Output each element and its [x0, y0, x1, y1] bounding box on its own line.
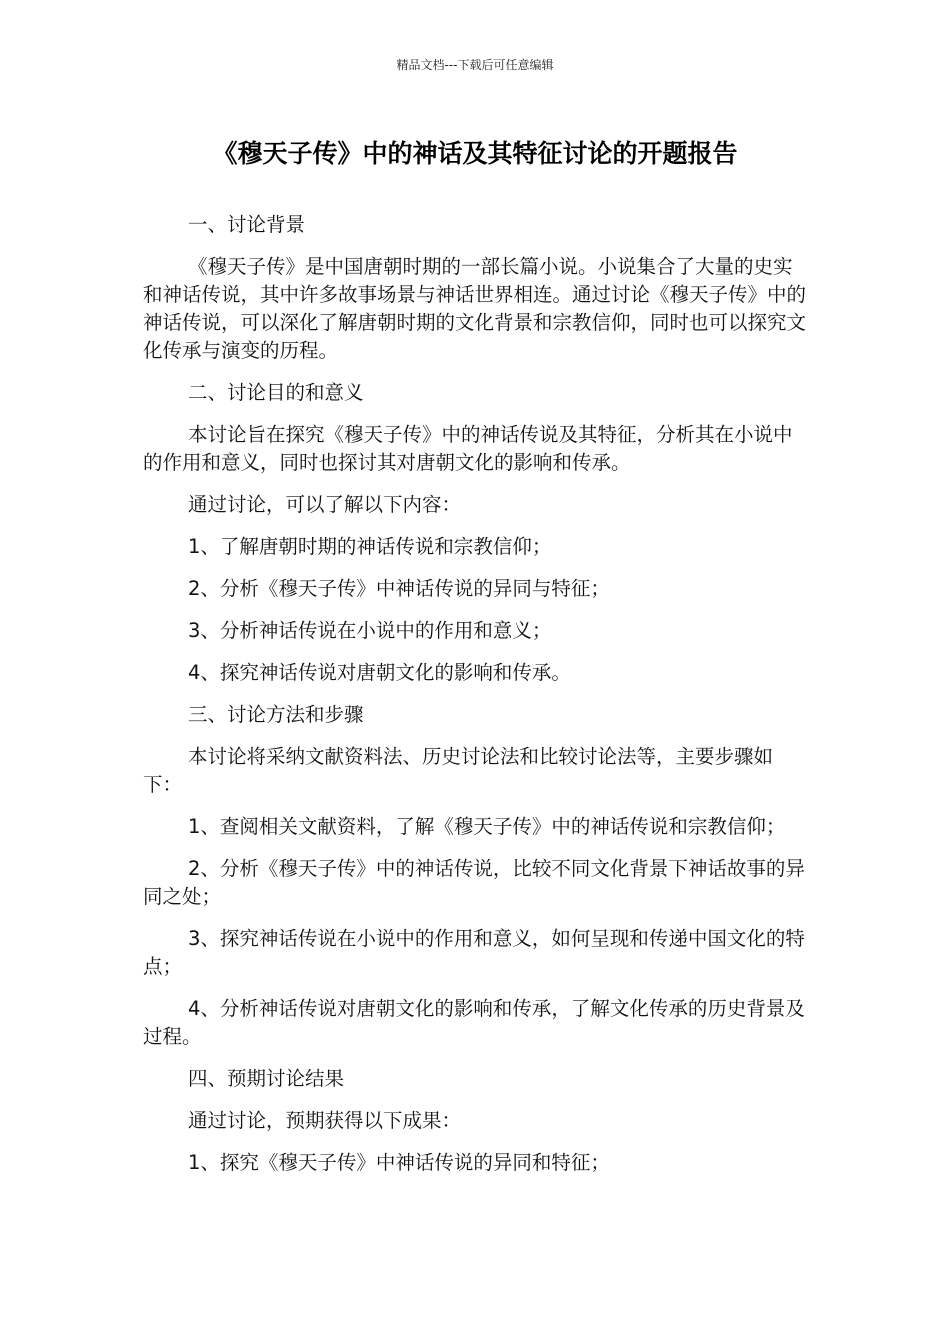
list-item-step-1: 1、查阅相关文献资料，了解《穆天子传》中的神话传说和宗教信仰；: [188, 815, 786, 838]
paragraph-purpose: 本讨论旨在探究《穆天子传》中的神话传说及其特征，分析其在小说中的作用和意义，同时也探讨其对唐朝文化的影响和传承。: [143, 423, 793, 474]
paragraph-results-intro: 通过讨论，预期获得以下成果：: [188, 1109, 462, 1132]
section-heading-background: 一、讨论背景: [188, 213, 306, 236]
section-heading-purpose: 二、讨论目的和意义: [188, 381, 364, 404]
paragraph-methods: 本讨论将采纳文献资料法、历史讨论法和比较讨论法等，主要步骤如下：: [143, 745, 774, 796]
list-item-content-2: 2、分析《穆天子传》中神话传说的异同与特征；: [188, 577, 610, 600]
paragraph-background: 《穆天子传》是中国唐朝时期的一部长篇小说。小说集合了大量的史实和神话传说，其中许多故事场景与神话世界相连。通过讨论《穆天子传》中的神话传说，可以深化了解唐朝时期的文化背景和宗教信仰，同时也可以探究文化传承与演变的历程。: [143, 255, 807, 362]
document-body: [143, 211, 811, 1191]
list-item-content-1: 1、了解唐朝时期的神话传说和宗教信仰；: [188, 535, 552, 558]
list-item-step-3: 3、探究神话传说在小说中的作用和意义，如何呈现和传递中国文化的特点；: [143, 927, 805, 978]
section-heading-methods: 三、讨论方法和步骤: [188, 703, 364, 726]
document-title: 《穆天子传》中的神话及其特征讨论的开题报告: [212, 139, 738, 168]
list-item-step-4: 4、分析神话传说对唐朝文化的影响和传承，了解文化传承的历史背景及过程。: [143, 997, 805, 1048]
page-header: 精品文档---下载后可任意编辑: [396, 58, 554, 72]
section-heading-expected-results: 四、预期讨论结果: [188, 1067, 345, 1090]
list-item-content-4: 4、探究神话传说对唐朝文化的影响和传承。: [188, 661, 571, 684]
list-item-content-3: 3、分析神话传说在小说中的作用和意义；: [188, 619, 552, 642]
paragraph-content-intro: 通过讨论，可以了解以下内容：: [188, 493, 462, 516]
list-item-step-2: 2、分析《穆天子传》中的神话传说，比较不同文化背景下神话故事的异同之处；: [143, 857, 805, 908]
list-item-result-1: 1、探究《穆天子传》中神话传说的异同和特征；: [188, 1151, 610, 1174]
